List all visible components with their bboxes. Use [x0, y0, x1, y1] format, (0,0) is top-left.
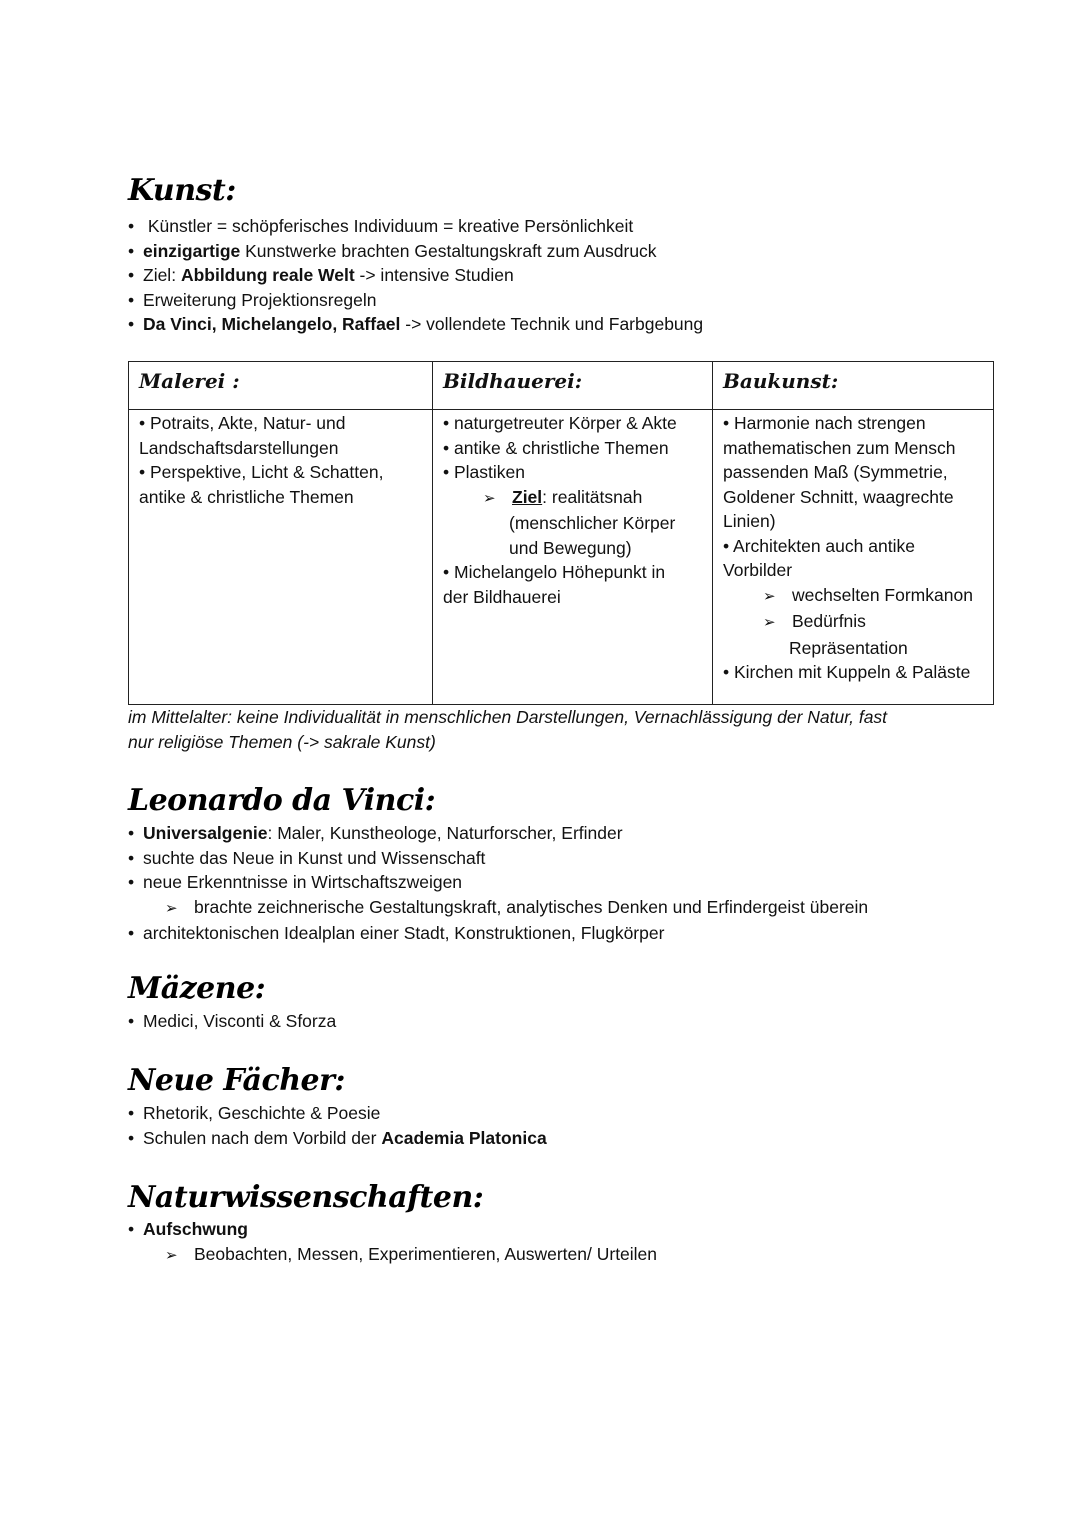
list-item: • Medici, Visconti & Sforza: [128, 1011, 337, 1031]
heading-naturwissenschaften: Naturwissenschaften:: [128, 1180, 484, 1215]
list-item: • Da Vinci, Michelangelo, Raffael -> vollendete Technik und Farbgebung: [128, 314, 704, 334]
list-item: • architektonischen Idealplan einer Stadt, Konstruktionen, Flugkörper: [128, 923, 665, 943]
list-item: • Ziel: Abbildung reale Welt -> intensive Studien: [128, 265, 514, 285]
leonardo-list: [128, 821, 868, 946]
table-row: [129, 410, 994, 705]
list-item: • Erweiterung Projektionsregeln: [128, 289, 377, 310]
list-subitem: ➢ Beobachten, Messen, Experimentieren, Auswerten/ Urteilen: [165, 1243, 658, 1264]
list-item: • Aufschwung: [128, 1219, 248, 1239]
table-cell-malerei: • Potraits, Akte, Natur- und Landschaftsdarstellungen • Perspektive, Licht & Schatten, antike & christliche Themen: [129, 410, 433, 705]
section-kunst: [128, 172, 703, 337]
list-subitem: ➢ brachte zeichnerische Gestaltungskraft, analytisches Denken und Erfindergeist überein: [165, 896, 869, 917]
note-mittelalter: im Mittelalter: keine Individualität in menschlichen Darstellungen, Vernachlässigung der Natur, fast nur religiöse Themen (-> sakrale Kunst): [128, 707, 888, 752]
section-maezene: [128, 970, 336, 1034]
section-naturwissenschaften: [128, 1179, 657, 1268]
table-header-bildhauerei: Bildhauerei:: [433, 362, 713, 410]
list-item: • Schulen nach dem Vorbild der Academia Platonica: [128, 1127, 547, 1148]
table-cell-bildhauerei: • naturgetreuter Körper & Akte • antike & christliche Themen • Plastiken ➢ Ziel: realitätsnah (menschlicher Körper und Bewegung) • Michelangelo Höhepunkt in der Bildhauerei: [433, 410, 713, 705]
section-neue-faecher: [128, 1062, 547, 1150]
table-cell-baukunst: • Harmonie nach strengen mathematischen zum Mensch passenden Maß (Symmetrie, Goldener Schnitt, waagrechte Linien) • Architekten auch antike Vorbilder ➢ wechselten Formkanon ➢ Bedürfnis Repräsentation • Kirchen mit Kuppeln & Paläste: [713, 410, 994, 705]
heading-kunst: Kunst:: [128, 173, 236, 208]
list-item: • Rhetorik, Geschichte & Poesie: [128, 1103, 381, 1123]
faecher-list: [128, 1101, 547, 1150]
list-item: • Künstler = schöpferisches Individuum = kreative Persönlichkeit: [128, 216, 634, 236]
table-header-row: [129, 362, 994, 410]
list-item: • neue Erkenntnisse in Wirtschaftszweigen: [128, 872, 463, 892]
kunst-table: [128, 361, 994, 705]
list-item: • Universalgenie: Maler, Kunstheologe, Naturforscher, Erfinder: [128, 823, 623, 843]
maezene-list: [128, 1009, 336, 1034]
list-item: • einzigartige Kunstwerke brachten Gestaltungskraft zum Ausdruck: [128, 240, 657, 261]
kunst-list: [128, 214, 703, 337]
heading-neue-faecher: Neue Fächer:: [128, 1063, 345, 1098]
table-header-malerei: Malerei :: [129, 362, 433, 410]
heading-maezene: Mäzene:: [128, 971, 266, 1006]
table-header-baukunst: Baukunst:: [713, 362, 994, 410]
section-leonardo: [128, 782, 868, 946]
natur-list: [128, 1217, 657, 1268]
heading-leonardo: Leonardo da Vinci:: [128, 783, 436, 818]
list-item: • suchte das Neue in Kunst und Wissenschaft: [128, 847, 486, 868]
